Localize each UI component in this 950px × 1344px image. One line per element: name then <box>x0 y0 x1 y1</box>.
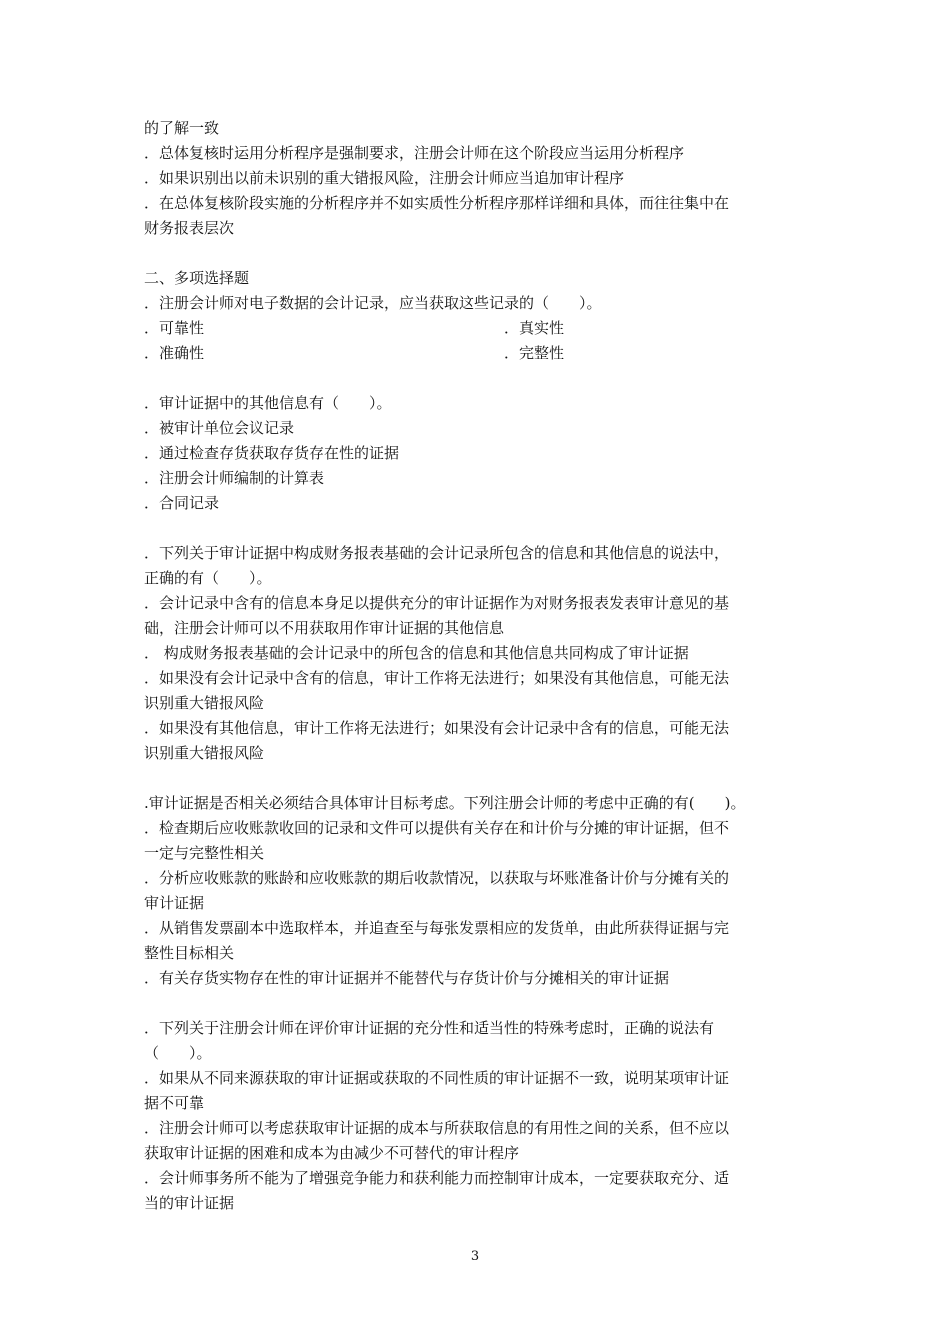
option-line: 识别重大错报风险 <box>144 744 265 762</box>
option-d: ．完整性 <box>504 344 565 362</box>
option-b: ．真实性 <box>504 319 565 337</box>
page-number: 3 <box>470 1249 480 1264</box>
option-line: ．在总体复核阶段实施的分析程序并不如实质性分析程序那样详细和具体，而往往集中在 <box>144 194 730 212</box>
option-line: 整性目标相关 <box>144 944 235 962</box>
option-line: 当的审计证据 <box>144 1194 235 1212</box>
option-line: ．注册会计师编制的计算表 <box>144 469 325 487</box>
question-stem: .审计证据是否相关必须结合具体审计目标考虑。下列注册会计师的考虑中正确的有( )。 <box>144 794 746 812</box>
option-line: 获取审计证据的困难和成本为由减少不可替代的审计程序 <box>144 1144 520 1162</box>
option-line: ． 构成财务报表基础的会计记录中的所包含的信息和其他信息共同构成了审计证据 <box>144 644 689 662</box>
option-line: 识别重大错报风险 <box>144 694 265 712</box>
option-line: ．有关存货实物存在性的审计证据并不能替代与存货计价与分摊相关的审计证据 <box>144 969 670 987</box>
option-line: ．通过检查存货获取存货存在性的证据 <box>144 444 400 462</box>
option-line: ．分析应收账款的账龄和应收账款的期后收款情况，以获取与坏账准备计价与分摊有关的 <box>144 869 730 887</box>
option-line: 据不可靠 <box>144 1094 205 1112</box>
option-line: ．合同记录 <box>144 494 220 512</box>
question-stem: ．下列关于注册会计师在评价审计证据的充分性和适当性的特殊考虑时，正确的说法有 <box>144 1019 715 1037</box>
option-line: ．如果没有会计记录中含有的信息，审计工作将无法进行；如果没有其他信息，可能无法 <box>144 669 730 687</box>
option-line: ．会计师事务所不能为了增强竞争能力和获利能力而控制审计成本，一定要获取充分、适 <box>144 1169 730 1187</box>
option-line: 一定与完整性相关 <box>144 844 265 862</box>
question-stem: 正确的有（ ）。 <box>144 569 272 587</box>
section-title: 二、多项选择题 <box>144 269 250 287</box>
question-stem: ．审计证据中的其他信息有（ ）。 <box>144 394 392 412</box>
option-line: ．总体复核时运用分析程序是强制要求，注册会计师在这个阶段应当运用分析程序 <box>144 144 685 162</box>
option-a: ．可靠性 <box>144 319 205 337</box>
option-line: ．会计记录中含有的信息本身足以提供充分的审计证据作为对财务报表发表审计意见的基 <box>144 594 730 612</box>
text-line: 财务报表层次 <box>144 219 235 237</box>
option-c: ．准确性 <box>144 344 205 362</box>
question-stem: ．下列关于审计证据中构成财务报表基础的会计记录所包含的信息和其他信息的说法中， <box>144 544 730 562</box>
option-line: ．从销售发票副本中选取样本，并追查至与每张发票相应的发货单，由此所获得证据与完 <box>144 919 730 937</box>
text-line: 的了解一致 <box>144 119 220 137</box>
option-line: ．如果从不同来源获取的审计证据或获取的不同性质的审计证据不一致，说明某项审计证 <box>144 1069 730 1087</box>
option-line: ．注册会计师可以考虑获取审计证据的成本与所获取信息的有用性之间的关系，但不应以 <box>144 1119 730 1137</box>
option-line: 础，注册会计师可以不用获取用作审计证据的其他信息 <box>144 619 505 637</box>
question-stem: ．注册会计师对电子数据的会计记录，应当获取这些记录的（ ）。 <box>144 294 602 312</box>
option-line: ．检查期后应收账款收回的记录和文件可以提供有关存在和计价与分摊的审计证据，但不 <box>144 819 730 837</box>
option-line: ．被审计单位会议记录 <box>144 419 295 437</box>
option-line: 审计证据 <box>144 894 205 912</box>
option-line: ．如果没有其他信息，审计工作将无法进行；如果没有会计记录中含有的信息，可能无法 <box>144 719 730 737</box>
question-stem: （ ）。 <box>144 1044 212 1062</box>
option-line: ．如果识别出以前未识别的重大错报风险，注册会计师应当追加审计程序 <box>144 169 625 187</box>
